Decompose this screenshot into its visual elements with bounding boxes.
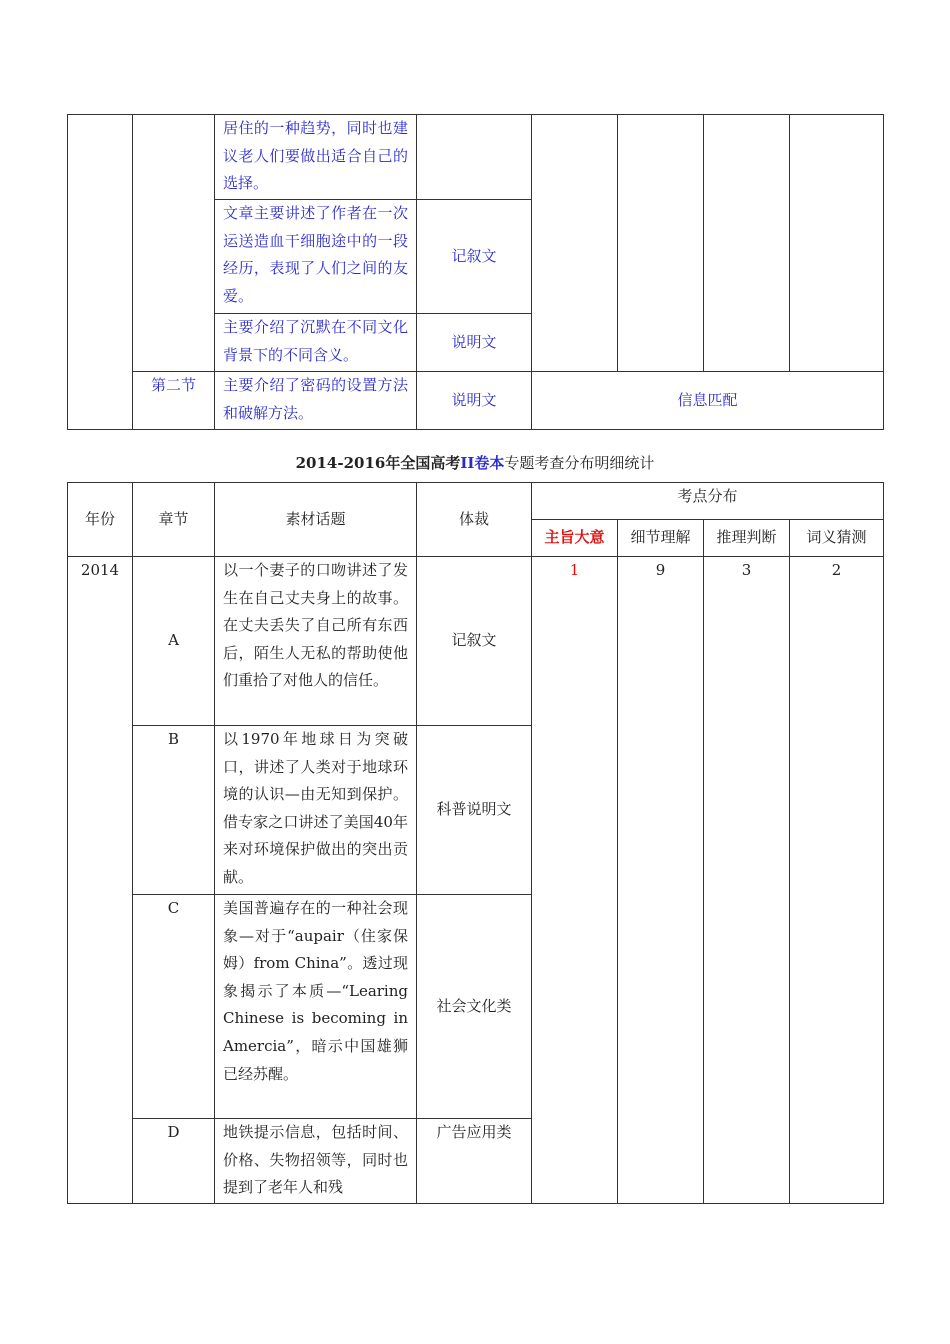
section-cell: A (133, 557, 215, 726)
genre-cell: 说明文 (417, 372, 532, 430)
topic-cell: 地铁提示信息，包括时间、价格、失物招领等，同时也提到了老年人和残 (215, 1119, 417, 1204)
stat-main-idea: 1 (532, 557, 618, 1204)
page-title (0, 451, 950, 475)
stat-vocab: 2 (790, 557, 884, 1204)
genre-cell: 说明文 (417, 314, 532, 372)
header-points: 考点分布 (532, 483, 884, 520)
header-detail: 细节理解 (618, 520, 704, 557)
topic-cell: 以一个妻子的口吻讲述了发生在自己丈夫身上的故事。在丈夫丢失了自己所有东西后，陌生人无私的帮助使他们重拾了对他人的信任。 (215, 557, 417, 726)
statistics-table (67, 482, 884, 1204)
header-section: 章节 (133, 483, 215, 557)
title-part: 专题考查分布明细统计 (504, 454, 655, 472)
header-year: 年份 (68, 483, 133, 557)
genre-cell: 广告应用类 (417, 1119, 532, 1204)
section-cell: D (133, 1119, 215, 1204)
section-cell: C (133, 895, 215, 1119)
section-cell: B (133, 726, 215, 895)
stat-cell (704, 115, 790, 372)
stat-detail: 9 (618, 557, 704, 1204)
title-part: 2014-2016年全国高考 (295, 454, 461, 472)
stat-cell (532, 115, 618, 372)
title-part: II卷本 (460, 454, 505, 472)
header-topic: 素材话题 (215, 483, 417, 557)
topic-cell: 居住的一种趋势，同时也建议老人们要做出适合自己的选择。 (215, 115, 417, 200)
genre-cell: 科普说明文 (417, 726, 532, 895)
topic-cell: 主要介绍了沉默在不同文化背景下的不同含义。 (215, 314, 417, 372)
genre-cell (417, 115, 532, 200)
stat-inference: 3 (704, 557, 790, 1204)
header-genre: 体裁 (417, 483, 532, 557)
genre-cell: 记叙文 (417, 557, 532, 726)
topic-cell: 美国普遍存在的一种社会现象—对于“aupair（住家保姆）from China”。透过现象揭示了本质—“Learing Chinese is becoming in Amercia”，暗示中国雄狮已经苏醒。 (215, 895, 417, 1119)
stat-cell (790, 115, 884, 372)
topic-cell: 主要介绍了密码的设置方法和破解方法。 (215, 372, 417, 430)
header-vocab: 词义猜测 (790, 520, 884, 557)
section-cell: 第二节 (133, 372, 215, 430)
header-inference: 推理判断 (704, 520, 790, 557)
section-cell (133, 115, 215, 372)
question-type-cell: 信息匹配 (532, 372, 884, 430)
year-cell: 2014 (68, 557, 133, 1204)
genre-cell: 记叙文 (417, 200, 532, 314)
stat-cell (618, 115, 704, 372)
topic-cell: 文章主要讲述了作者在一次运送造血干细胞途中的一段经历，表现了人们之间的友爱。 (215, 200, 417, 314)
year-cell (68, 115, 133, 430)
genre-cell: 社会文化类 (417, 895, 532, 1119)
header-main-idea: 主旨大意 (532, 520, 618, 557)
topic-cell: 以1970年地球日为突破口，讲述了人类对于地球环境的认识—由无知到保护。借专家之口讲述了美国40年来对环境保护做出的突出贡献。 (215, 726, 417, 895)
table-continued (67, 114, 884, 430)
